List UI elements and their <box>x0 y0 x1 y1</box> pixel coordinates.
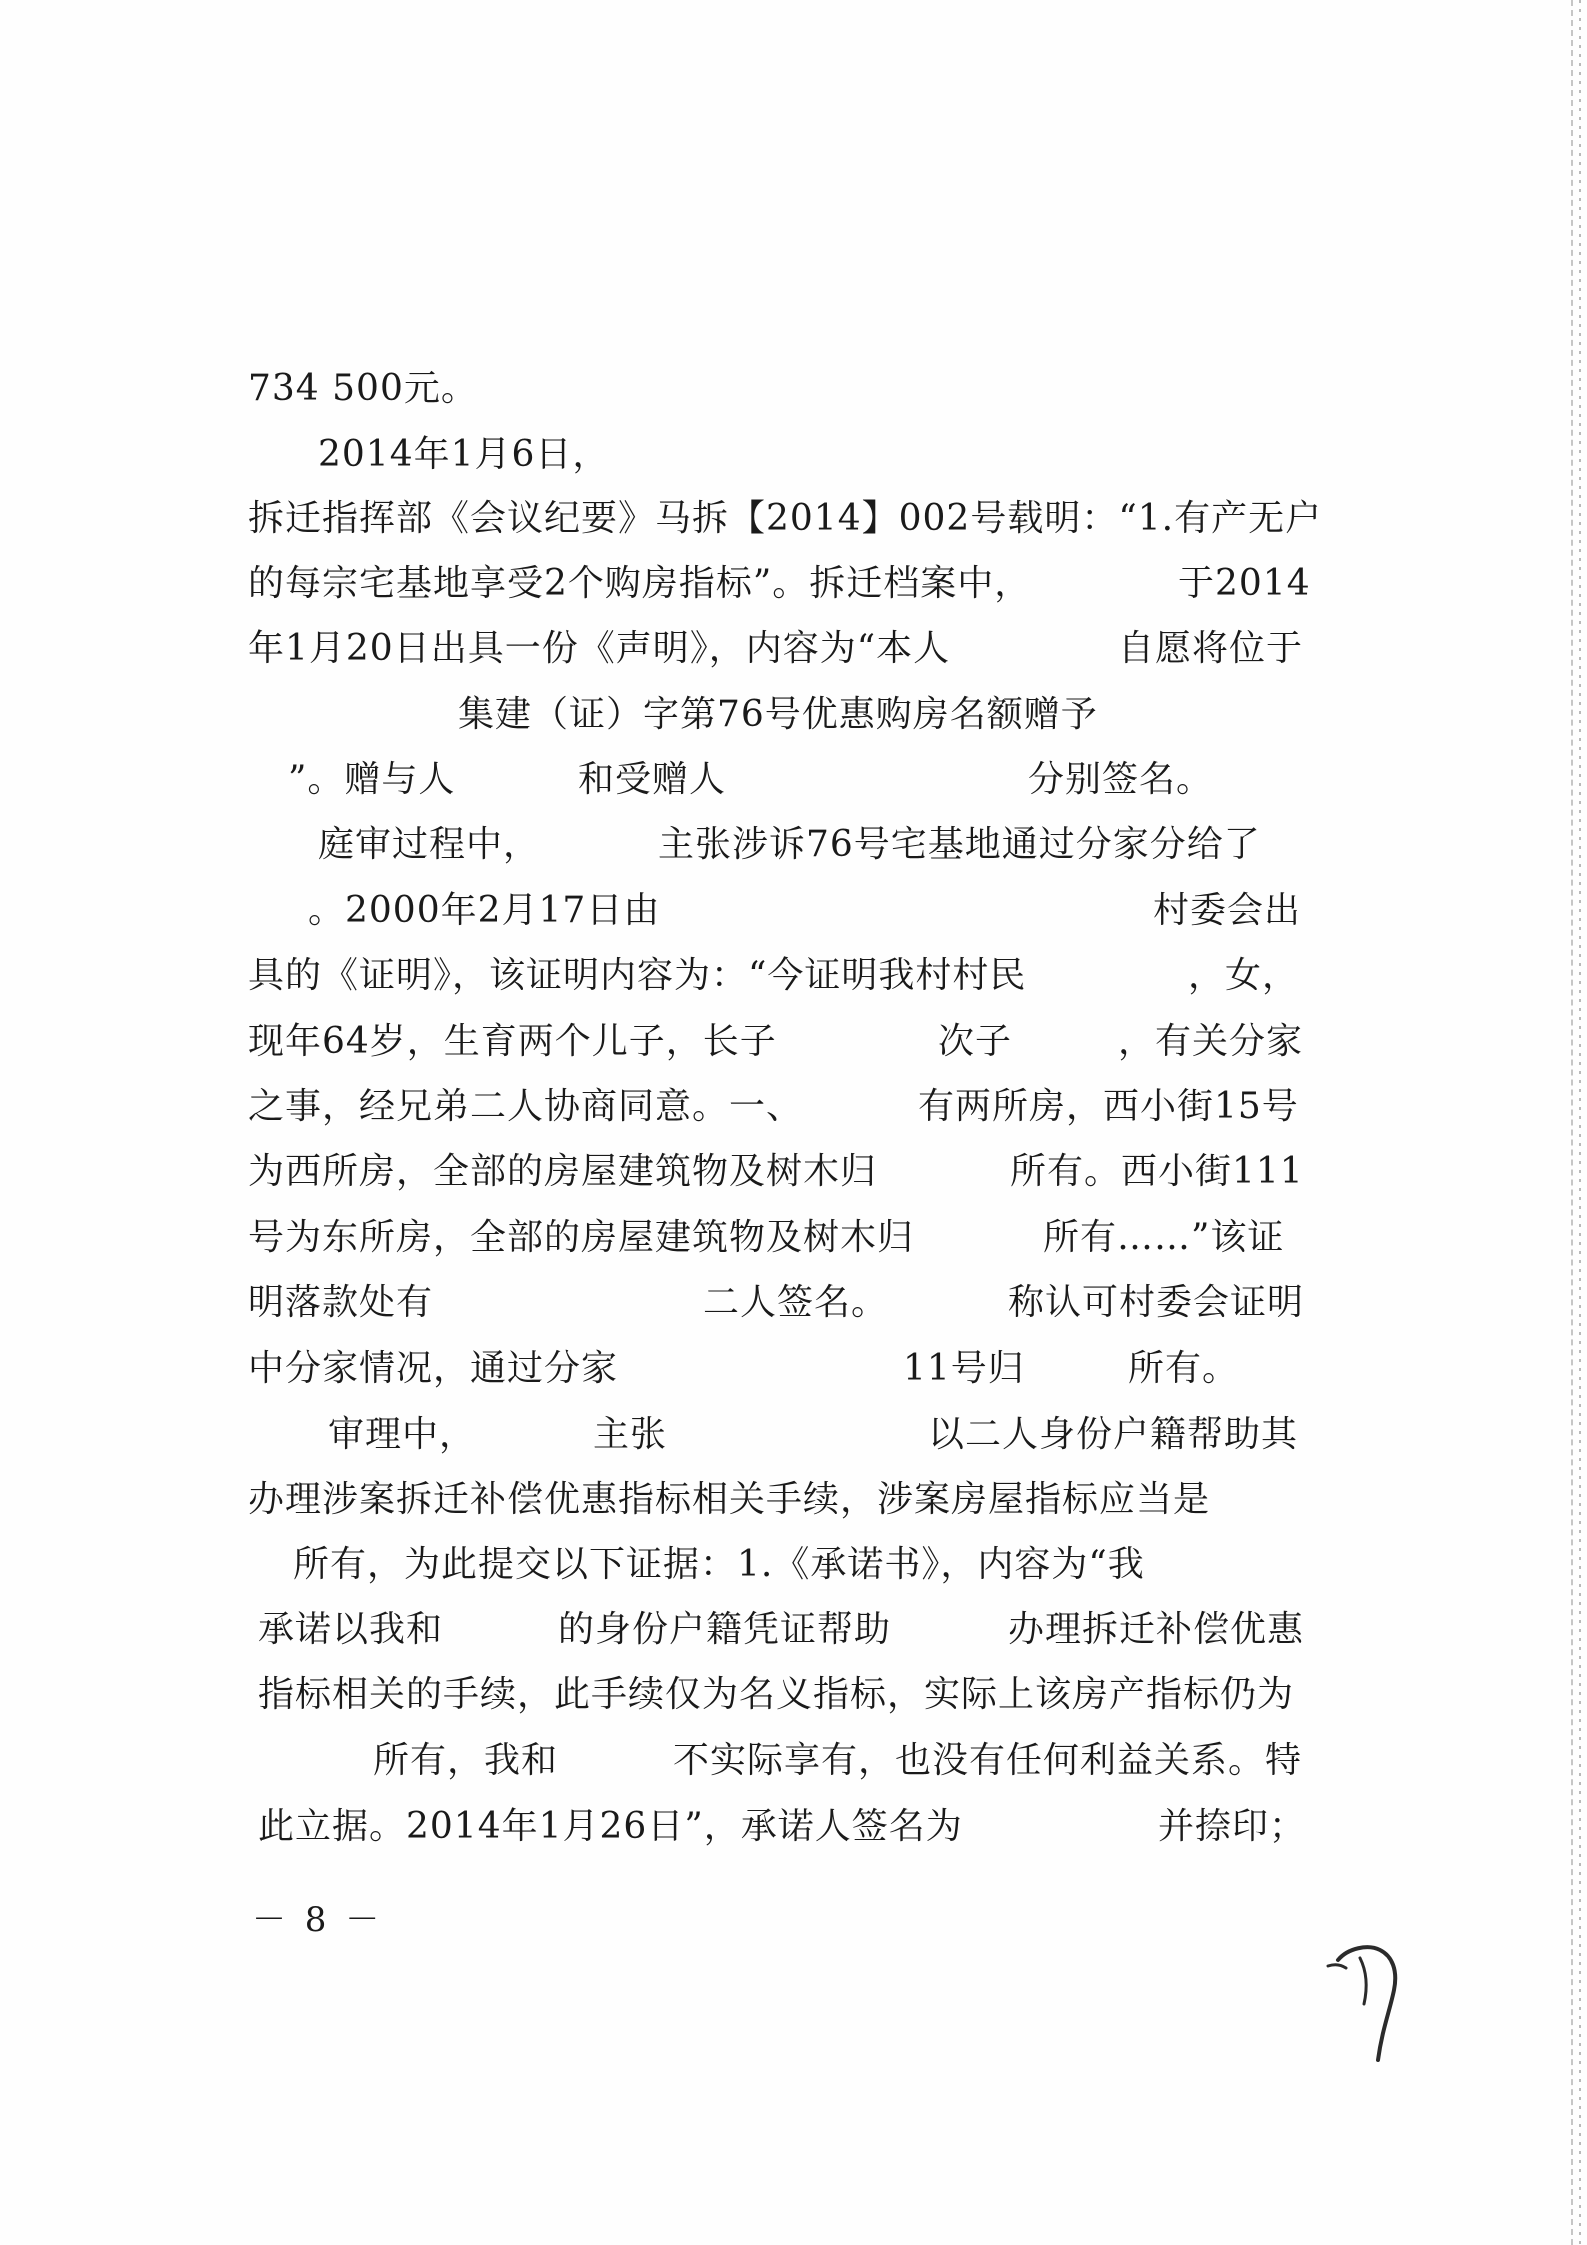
text-segment: 年1月20日出具一份《声明》，内容为“本人 <box>248 628 951 669</box>
text-segment: 此立据。2014年1月26日”，承诺人签名为 <box>258 1806 963 1847</box>
text-segment: 分别签名。 <box>1028 759 1214 800</box>
text-segment: 以二人身份户籍帮助其 <box>928 1414 1299 1455</box>
text-segment: 办理涉案拆迁补偿优惠指标相关手续，涉案房屋指标应当是 <box>248 1479 1211 1520</box>
text-segment: 拆迁指挥部《会议纪要》马拆【2014】002号载明：“1.有产无户 <box>248 498 1323 539</box>
text-segment: 2014年1月6日， <box>318 434 610 475</box>
text-segment: ”。赠与人 <box>288 759 456 800</box>
text-segment: 于2014 <box>1178 563 1311 604</box>
text-segment: 审理中， <box>328 1414 477 1455</box>
text-segment: 集建（证）字第76号优惠购房名额赠予 <box>458 694 1098 735</box>
text-segment: 指标相关的手续，此手续仅为名义指标，实际上该房产指标仍为 <box>258 1674 1295 1715</box>
page-number: － 8 － <box>252 1900 384 1940</box>
text-segment: 具的《证明》，该证明内容为：“今证明我村村民 <box>248 955 1027 996</box>
text-segment: 并捺印； <box>1158 1806 1307 1847</box>
text-segment: 有两所房，西小街15号 <box>918 1086 1299 1127</box>
text-segment: 现年64岁，生育两个儿子，长子 <box>248 1021 777 1062</box>
text-segment: 734 500元。 <box>248 368 478 409</box>
text-segment: 的每宗宅基地享受2个购房指标”。拆迁档案中， <box>248 563 1032 604</box>
text-segment: 之事，经兄弟二人协商同意。一、 <box>248 1086 804 1127</box>
text-segment: 明落款处有 <box>248 1282 434 1323</box>
text-segment: 的身份户籍凭证帮助 <box>558 1609 892 1650</box>
text-segment: 所有，为此提交以下证据：1.《承诺书》，内容为“我 <box>293 1544 1145 1585</box>
text-segment: 和受赠人 <box>578 759 727 800</box>
text-segment: 办理拆迁补偿优惠 <box>1008 1609 1305 1650</box>
text-segment: 主张 <box>593 1414 668 1455</box>
text-segment: 主张涉诉76号宅基地通过分家分给了 <box>658 824 1261 865</box>
text-segment: 中分家情况，通过分家 <box>248 1348 619 1389</box>
text-segment: 不实际享有，也没有任何利益关系。特 <box>673 1740 1303 1781</box>
handwritten-mark-icon <box>1320 1930 1440 2080</box>
text-segment: 。2000年2月17日由 <box>308 890 661 931</box>
text-segment: 称认可村委会证明 <box>1008 1282 1305 1323</box>
text-segment: 所有……”该证 <box>1043 1217 1285 1258</box>
text-segment: 所有，我和 <box>373 1740 559 1781</box>
text-segment: 为西所房，全部的房屋建筑物及树木归 <box>248 1151 878 1192</box>
text-segment: 所有。西小街111 <box>1010 1151 1304 1192</box>
text-segment: 11号归 <box>903 1348 1025 1389</box>
text-segment: 庭审过程中， <box>318 824 541 865</box>
text-segment: 村委会出 <box>1153 890 1302 931</box>
text-segment: ，有关分家 <box>1118 1021 1304 1062</box>
text-segment: 所有。 <box>1128 1348 1240 1389</box>
text-segment: 承诺以我和 <box>258 1609 444 1650</box>
text-segment: 次子 <box>938 1021 1013 1062</box>
text-segment: ，女， <box>1188 955 1300 996</box>
scan-edge-dots <box>1579 0 1581 2245</box>
text-segment: 号为东所房，全部的房屋建筑物及树木归 <box>248 1217 915 1258</box>
text-segment: 自愿将位于 <box>1118 628 1304 669</box>
text-segment: 二人签名。 <box>703 1282 889 1323</box>
